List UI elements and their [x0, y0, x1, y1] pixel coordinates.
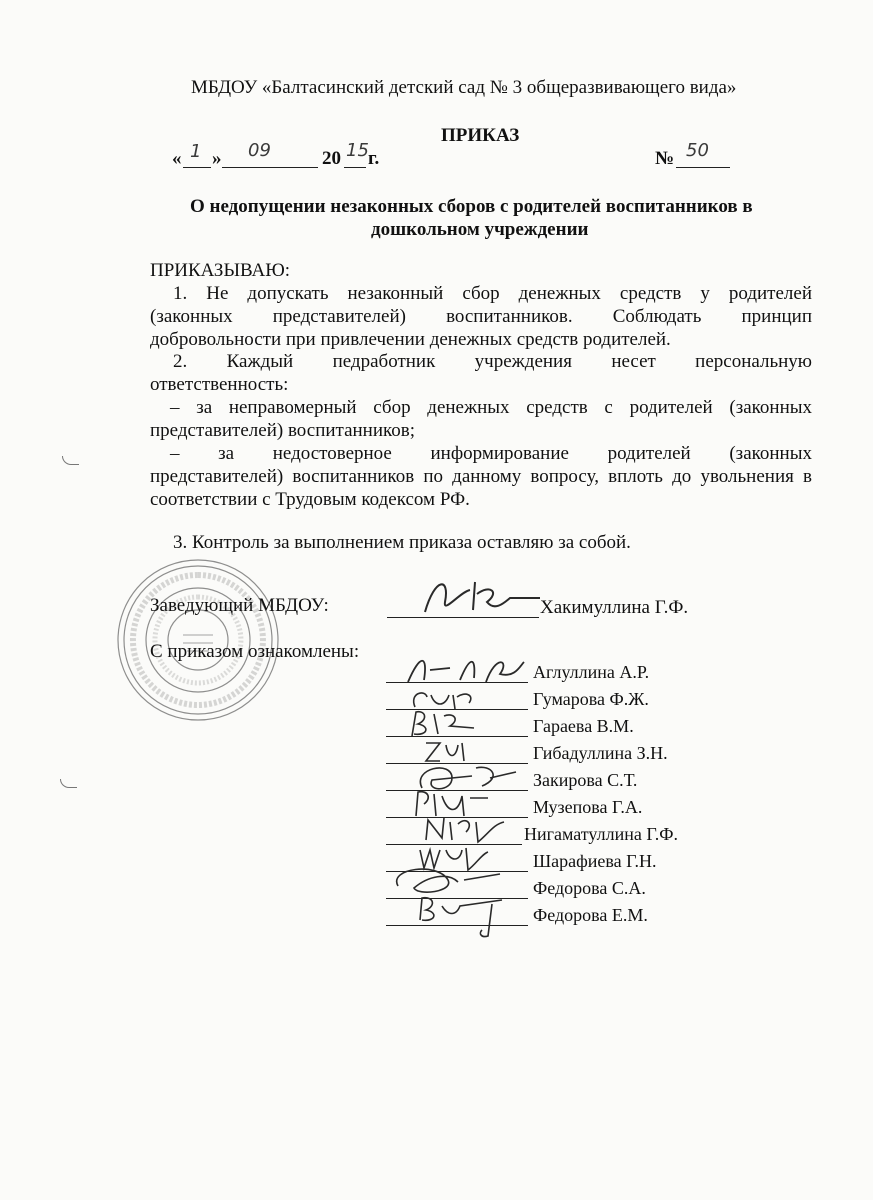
handwritten-number: 50 [686, 140, 709, 161]
handwritten-signature [412, 890, 522, 940]
item2-sub1-line-1: – за неправомерный сбор денежных средств с родителей (законных [170, 397, 812, 418]
head-label: Заведующий МБДОУ: [150, 595, 329, 616]
item2-sub2-line-2: представителей) воспитанников по данному вопросу, вплоть до увольнения в [150, 466, 812, 487]
document-type: ПРИКАЗ [441, 125, 520, 146]
head-name: Хакимуллина Г.Ф. [540, 597, 689, 618]
scan-punch-mark [62, 456, 79, 465]
item1-line-1: 1. Не допускать незаконный сбор денежных средств у родителей [173, 283, 812, 304]
item2-sub2-line-1: – за недостоверное информирование родителей (законных [170, 443, 812, 464]
item2-line-1: 2. Каждый педработник учреждения несет персональную [173, 351, 812, 372]
handwritten-month: 09 [248, 140, 271, 161]
item2-line-2: ответственность: [150, 374, 289, 395]
scan-punch-mark [60, 779, 77, 788]
document-page: МБДОУ «Балтасинский детский сад № 3 общеразвивающего вида» ПРИКАЗ « 1 » 09 20 15 г. № 50 О недопущении незаконных сборов с родителей воспитанников в дошкольном учреждении ПРИКАЗЫВАЮ: 1. Не допускать незаконный сбор денежных средств у родителей (законных представителей) воспитанников. Соблюдать принцип добровольности при привлечении денежных средств родителей. 2. Каждый педработник учреждения несет персональную ответственность: – за неправомерный сбор денежных средств с родителей (законных представителей) воспитанников; – за недостоверное информирование родителей (законных представителей) воспитанников по данному вопросу, вплоть до увольнения в соответствии с Трудовым кодексом РФ. 3. Контроль за выполнением приказа оставляю за собой. Заведующий МБДОУ: Хакимуллина Г.Ф. С приказом ознакомлены: Аглуллина А.Р. Гумарова Ф.Ж. Гараева В.М. Гибадуллина З.Н. Закирова С.Т. Музепова Г.А. Нигаматуллина Г.Ф. Шарафиева Г.Н. Федорова С.А. Федорова Е.М. [0, 0, 873, 1200]
item1-line-2: (законных представителей) воспитанников. Соблюдать принцип [150, 306, 812, 327]
item2-sub1-line-2: представителей) воспитанников; [150, 420, 416, 441]
handwritten-day: 1 [190, 141, 202, 162]
handwritten-year: 15 [346, 140, 369, 161]
item1-line-3: добровольности при привлечении денежных средств родителей. [150, 329, 671, 350]
organization-name: МБДОУ «Балтасинский детский сад № 3 общеразвивающего вида» [191, 77, 737, 98]
order-title-line-2: дошкольном учреждении [371, 219, 589, 240]
order-word: ПРИКАЗЫВАЮ: [150, 260, 291, 281]
order-title-line-1: О недопущении незаконных сборов с родителей воспитанников в [190, 196, 753, 217]
head-signature [415, 572, 545, 622]
acknowledgement-label: С приказом ознакомлены: [150, 641, 360, 662]
item2-sub2-line-3: соответствии с Трудовым кодексом РФ. [150, 489, 470, 510]
handwritten-signature [400, 652, 530, 686]
item3: 3. Контроль за выполнением приказа оставляю за собой. [173, 532, 631, 553]
